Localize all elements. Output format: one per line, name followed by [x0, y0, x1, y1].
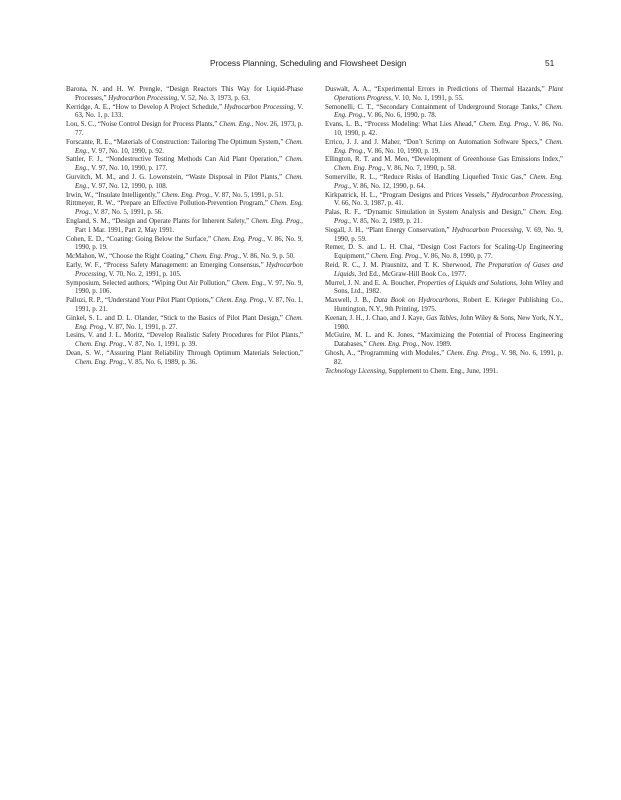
- reference-source: Data Book on Hydrocarbons,: [373, 297, 460, 305]
- reference-details: V. 97, No. 10, 1990, p. 177.: [89, 165, 168, 173]
- reference-details: Part 1 Mar. 1991, Part 2, May 1991.: [75, 226, 175, 234]
- reference-details: V. 87, No. 1, 1991, p. 39.: [126, 341, 198, 349]
- reference-text: Barona, N. and H. W. Prengle, “Design Reactors This Way for Liquid-Phase Processes,”: [66, 86, 303, 102]
- reference-source: Chem. Eng. Prog.,: [215, 297, 267, 305]
- reference-entry: [66, 236, 303, 254]
- reference-text: Symposium, Selected authors, “Wiping Out Air Pollution,”: [66, 279, 232, 287]
- reference-entry: [66, 139, 303, 157]
- reference-text: Ellington, R. T. and M. Meo, “Development of Greenhouse Gas Emissions Index,”: [325, 156, 563, 164]
- reference-source: Chem. Eng. Prog.,: [75, 200, 304, 217]
- reference-text: Ghosh, A., “Programming with Modules,”: [325, 349, 447, 357]
- reference-source: Chem. Eng.,: [75, 173, 303, 190]
- reference-source: Chem. Eng.,: [75, 156, 303, 173]
- reference-details: V. 69, No. 9, 1990, p. 59.: [334, 226, 563, 243]
- reference-entry: [325, 121, 563, 139]
- reference-entry: [66, 262, 303, 280]
- reference-details: V. 97, No. 12, 1990, p. 108.: [89, 182, 168, 190]
- reference-entry: [66, 297, 303, 315]
- reference-details: 3rd Ed., McGraw-Hill Book Co., 1977.: [356, 270, 467, 278]
- reference-entry: [66, 280, 303, 298]
- reference-entry: [66, 86, 303, 104]
- reference-source: Hydrocarbon Processing,: [224, 103, 296, 111]
- reference-source: The Preparation of Gases and Liquids,: [334, 261, 563, 278]
- reference-source: Chem. Eng. Prog.,: [334, 209, 563, 225]
- reference-entry: [325, 280, 563, 298]
- reference-text: Semonelli, C. T., “Secondary Containment of Underground Storage Tanks,”: [325, 103, 546, 111]
- reference-source: Chem. Eng. Prog.,: [334, 103, 563, 120]
- reference-details: V. 86, No. 8, 1990, p. 77.: [421, 253, 493, 261]
- reference-details: V. 52, No. 3, 1973, p. 63.: [178, 94, 250, 102]
- reference-text: Gurvitch, M. M., and J. G. Lowenstein, “Waste Disposal in Pilot Plants,”: [66, 173, 286, 181]
- reference-source: Hydrocarbon Processing,: [75, 261, 303, 278]
- reference-source: Hydrocarbon Processing,: [108, 94, 179, 102]
- reference-details: V. 70, No. 2, 1991, p. 105.: [107, 270, 182, 278]
- reference-entry: [66, 315, 303, 333]
- reference-entry: [325, 174, 563, 192]
- reference-text: Kirkpatrick, H. L., “Program Designs and Prices Vessels,”: [325, 191, 492, 199]
- reference-text: Lou, S. C., “Noise Control Design for Process Plants,”: [66, 121, 220, 129]
- reference-details: V. 86, No. 9, 1990, p. 19.: [75, 235, 303, 252]
- references-left-column: [66, 86, 303, 368]
- reference-entry: [66, 121, 303, 139]
- reference-text: Cohen, E. D., “Coating: Going Below the Surface,”: [66, 235, 214, 243]
- references-right-column: [325, 86, 563, 376]
- reference-entry: [325, 156, 563, 174]
- reference-source: Chem. Eng. Prog.,: [370, 253, 422, 261]
- reference-details: V. 86, No. 12, 1990, p. 64.: [350, 182, 426, 190]
- reference-details: V. 63, No. 1, p. 133.: [75, 103, 303, 120]
- reference-details: Nov. 26, 1973, p. 77.: [75, 121, 303, 137]
- reference-source: Chem. Eng. Prog.,: [368, 341, 420, 349]
- reference-source: Technology Licensing,: [325, 367, 387, 375]
- reference-details: V. 85, No. 2, 1989, p. 21.: [350, 217, 422, 225]
- reference-details: V. 86, No. 7, 1990, p. 58.: [385, 165, 457, 173]
- reference-details: V. 87, No. 1, 1991, p. 27.: [106, 323, 178, 331]
- reference-entry: [325, 262, 563, 280]
- reference-details: Nov. 1989.: [419, 341, 452, 349]
- reference-entry: [325, 350, 563, 368]
- reference-source: Hydrocarbon Processing,: [491, 191, 563, 199]
- reference-details: V. 86, No. 6, 1990, p. 78.: [365, 112, 437, 120]
- reference-text: Rittmeyer, R. W., “Prepare an Effective Pollution-Prevention Program,”: [66, 200, 271, 208]
- reference-source: Chem. Eng. Prog.,: [446, 349, 499, 357]
- reference-entry: [325, 315, 563, 333]
- reference-entry: [66, 218, 303, 236]
- reference-details: V. 97, No. 9, 1990, p. 106.: [75, 279, 303, 296]
- reference-text: Maxwell, J. B.,: [325, 297, 374, 305]
- reference-entry: [66, 192, 303, 201]
- reference-text: Kerridge, A. E., “How to Develop A Project Schedule,”: [66, 103, 225, 111]
- reference-text: Sattler, F. J., “Nondestructive Testing Methods Can Aid Plant Operation,”: [66, 156, 286, 164]
- reference-entry: [66, 200, 303, 218]
- reference-text: Lesins, V. and J. L. Moritz, “Develop Realistic Safety Procedures for Pilot Plants,”: [66, 332, 303, 340]
- reference-source: Chem. Eng.,: [219, 121, 254, 129]
- reference-source: Gas Tables,: [426, 314, 459, 322]
- reference-source: Chem. Eng. Prog.,: [161, 191, 213, 199]
- reference-details: V. 87, No. 1, 1991, p. 21.: [75, 297, 303, 313]
- reference-details: V. 87, No. 5, 1991, p. 51.: [212, 191, 284, 199]
- reference-details: V. 85, No. 6, 1989, p. 36.: [126, 358, 198, 366]
- reference-text: Keenan, J. H., J. Chao, and J. Kaye,: [325, 314, 427, 322]
- reference-details: V. 87, No. 5, 1991, p. 56.: [91, 209, 163, 217]
- reference-details: Supplement to Chem. Eng., June, 1991.: [386, 367, 498, 375]
- reference-source: Chem. Eng. Prog.,: [334, 165, 386, 173]
- reference-entry: [66, 156, 303, 174]
- reference-text: Remer, D. S. and L. H. Chai, “Design Cost Factors for Scaling-Up Engineering Equipment,”: [325, 244, 563, 261]
- reference-source: Plant Operations Progress,: [334, 86, 563, 102]
- reference-details: V. 86, No. 10, 1990, p. 42.: [334, 121, 563, 137]
- reference-entry: [325, 227, 563, 245]
- reference-details: Robert E. Krieger Publishing Co., Huntington, N.Y., 9th Printing, 1975.: [334, 297, 563, 313]
- page-number: 51: [545, 58, 555, 68]
- reference-source: Chem. Eng. Prog.,: [251, 217, 303, 225]
- reference-text: Siegall, J. H., “Plant Energy Conservation,”: [325, 226, 453, 234]
- reference-text: Reid, R. C., J. M. Prausnitz, and T. K. Sherwood,: [325, 261, 475, 269]
- reference-source: Hydrocarbon Processing,: [452, 226, 524, 234]
- reference-entry: [325, 244, 563, 262]
- reference-text: McGuire, M. L. and K. Jones, “Maximizing the Potential of Process Engineering Databases,”: [325, 332, 563, 349]
- reference-entry: [325, 209, 563, 227]
- reference-text: McMahon, W., “Choose the Right Coating,”: [66, 253, 191, 261]
- reference-details: V. 10, No. 1, 1991, p. 55.: [392, 94, 464, 102]
- reference-text: Murrel, J. N. and E. A. Boucher,: [325, 279, 418, 287]
- reference-details: V. 98, No. 6, 1991, p. 82.: [334, 349, 563, 366]
- reference-source: Chem. Eng. Prog.,: [190, 253, 242, 261]
- running-header-title: Process Planning, Scheduling and Flowsheet Design: [210, 58, 407, 68]
- reference-source: Chem. Eng. Prog.,: [478, 121, 532, 129]
- reference-details: V. 86, No. 9, p. 50.: [241, 253, 295, 261]
- reference-source: Chem. Eng. Prog.,: [334, 138, 563, 155]
- reference-entry: [325, 86, 563, 104]
- reference-entry: [325, 192, 563, 210]
- reference-entry: [66, 332, 303, 350]
- reference-entry: [66, 174, 303, 192]
- reference-details: V. 97, No. 10, 1990, p. 92.: [89, 147, 164, 155]
- reference-text: Forscante, R. E., “Materials of Construction: Tailoring The Optimum System,”: [66, 138, 286, 146]
- reference-source: Chem. Eng.,: [231, 279, 266, 287]
- reference-details: John Wiley & Sons, New York, N.Y., 1980.: [334, 314, 563, 331]
- reference-entry: [325, 368, 563, 377]
- reference-entry: [325, 104, 563, 122]
- reference-entry: [66, 350, 303, 368]
- reference-source: Chem. Eng. Prog.,: [213, 235, 265, 243]
- reference-text: Somerville, R. L., “Reduce Risks of Handling Liquefied Toxic Gas,”: [325, 173, 530, 181]
- reference-source: Chem. Eng. Prog.,: [334, 173, 563, 190]
- reference-text: Irwin, W., “Insulate Intelligently,”: [66, 191, 162, 199]
- reference-text: Palas, R. F., “Dynamic Simulation in System Analysis and Design,”: [325, 209, 530, 217]
- reference-source: Chem. Eng. Prog.,: [75, 341, 127, 349]
- reference-text: Evans, L. B., “Process Modeling: What Lies Ahead,”: [325, 121, 479, 129]
- reference-text: Early, W. F., “Process Safety Management: an Emerging Consensus,”: [66, 261, 267, 269]
- reference-text: Errico, J. J. and J. Maher, “Don’t Scrimp on Automation Software Specs,”: [325, 138, 546, 146]
- reference-entry: [325, 332, 563, 350]
- reference-text: Palluzi, R. P., “Understand Your Pilot Plant Options,”: [66, 297, 216, 305]
- reference-details: V. 66, No. 3, 1987, p. 41.: [334, 200, 404, 208]
- reference-text: Ginkel, S. L. and D. L. Olander, “Stick to the Basics of Pilot Plant Design,”: [66, 314, 286, 322]
- reference-text: Duswalt, A. A., “Experimental Errors in Predictions of Thermal Hazards,”: [325, 86, 549, 93]
- reference-text: Dean, S. W., “Assuring Plant Reliability Through Optimum Materials Selection,”: [66, 349, 303, 357]
- reference-source: Chem. Eng.,: [75, 138, 303, 155]
- reference-source: Chem. Eng. Prog.,: [75, 314, 303, 331]
- reference-details: V. 86, No. 10, 1990, p. 19.: [365, 147, 440, 155]
- reference-entry: [325, 139, 563, 157]
- reference-details: John Wiley and Sons, Ltd., 1982.: [334, 279, 563, 296]
- reference-source: Chem. Eng. Prog.,: [75, 358, 127, 366]
- reference-entry: [325, 297, 563, 315]
- reference-entry: [66, 253, 303, 262]
- reference-source: Properties of Liquids and Solutions,: [417, 279, 518, 287]
- reference-text: England, S. M., “Design and Operate Plants for Inherent Safety,”: [66, 217, 252, 225]
- reference-entry: [66, 104, 303, 122]
